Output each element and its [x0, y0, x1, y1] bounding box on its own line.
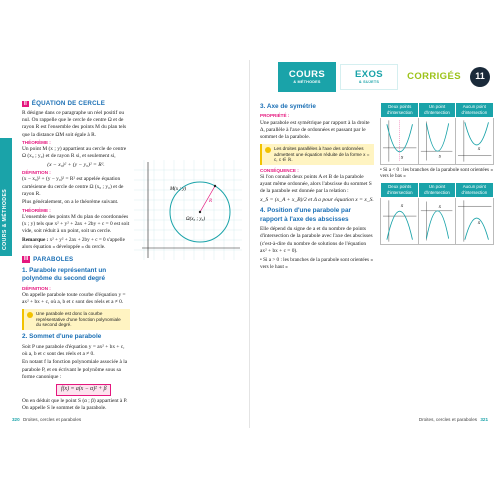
subsection-title: 3. Axe de symétrie: [260, 103, 316, 110]
right-column-2: [380, 100, 494, 247]
chapter-number-badge: 11: [470, 67, 490, 87]
parabola-definition: On appelle parabole toute courbe d'équation y = ax² + bx + c, où a, b et c sont des réels et a ≠ 0.: [22, 291, 126, 305]
graph-cell: [419, 117, 455, 164]
vertex-p3: On en déduit que le point S (α ; β) appartient à P. On appelle S le sommet de la parabole.: [22, 397, 128, 412]
remark: [22, 237, 130, 251]
definition-tag: DÉFINITION :: [22, 285, 51, 291]
footer-title: Droites, cercles et paraboles: [22, 416, 82, 422]
subsection-title: 1. Parabole représentant un polynôme du second degré: [22, 266, 107, 283]
side-tab-label: COURS & MÉTHODES: [2, 188, 8, 250]
table-header: Un point d'intersection: [419, 183, 455, 198]
left-page: [0, 60, 250, 428]
graph-cell: [419, 197, 455, 244]
property-text: Une parabole est symétrique par rapport à la droite Δ, parallèle à l'axe de ordonnées et passant par le sommet de la parabole.: [260, 119, 370, 140]
tab-exos[interactable]: [340, 64, 398, 90]
consequence-text: Si l'on connaît deux points A et B de la parabole ayant même ordonnée, alors l'abscisse du sommet S de la parabole est donnée par la relation :: [260, 174, 372, 195]
note-box: [22, 309, 130, 330]
parabola-down-one-root: [419, 198, 454, 244]
center-label: Ω(x₀ ; y₀): [186, 217, 206, 222]
theorem-tag: THÉORÈME :: [22, 140, 51, 146]
circle-figure: [134, 160, 242, 263]
lightbulb-icon: [265, 147, 271, 153]
table-header: Aucun point d'intersection: [455, 103, 493, 118]
vertex-label: S: [438, 204, 442, 209]
table-header: Deux points d'intersection: [381, 183, 419, 198]
radius-label: R: [209, 199, 213, 204]
right-column-1: [260, 100, 374, 271]
section-number: II: [24, 100, 27, 107]
theorem-text: Un point M (x ; y) appartient au cercle de centre Ω (x₀ ; y₀) et de rayon R si, et seulement si,: [22, 146, 127, 160]
circle-intro: R désigne dans ce paragraphe un réel positif ou nul. On rappelle que le cercle de centre Ω et de rayon R est l'ensemble des points M du plan tels que la distance ΩM soit égale à R.: [22, 110, 127, 138]
right-footer: [419, 417, 490, 423]
page-number: 321: [480, 416, 488, 422]
remark-text: x² + y² + 2ax + 2by + c = 0 s'appelle alors équation « développée » du cercle.: [22, 236, 125, 250]
parabola-down-no-root: [456, 198, 493, 244]
vertex-label: S: [400, 203, 404, 209]
theorem2-text: L'ensemble des points M du plan de coordonnées (x ; y) tels que x² + y² + 2ax + 2by + c = 0 est soit vide, soit réduit à un point, soit un cercle.: [22, 214, 130, 235]
parabola-up-two-roots: [381, 118, 418, 164]
table-a-negative: [380, 182, 494, 245]
left-footer: [10, 417, 81, 423]
table-header: Un point d'intersection: [419, 103, 455, 118]
tab-label: COURS: [288, 68, 326, 80]
theorem-equation: (x − x₀)² + (y − y₀)² = R².: [47, 162, 105, 168]
property-tag: PROPRIÉTÉ :: [260, 113, 290, 119]
parabola-up-no-root: [456, 118, 493, 164]
note-text: Une parabole est donc la courbe représentative d'une fonction polynomiale du second degré.: [36, 311, 121, 328]
parabola-down-two-roots: [381, 198, 418, 244]
parabola-up-one-root: [419, 118, 454, 164]
vertex-p2: En notant f la fonction polynomiale associée à la parabole P, et en écrivant le polynôme sous sa forme canonique :: [22, 359, 128, 380]
tab-label: CORRIGÉS: [407, 70, 461, 82]
tab-label: EXOS: [355, 68, 383, 80]
table-header: Deux points d'intersection: [381, 103, 419, 118]
section-title: PARABOLES: [33, 255, 74, 263]
tab-sublabel: & MÉTHODES: [293, 80, 321, 85]
graph-cell: [455, 197, 493, 244]
consequence-equation: x_S = (x_A + x_B)/2 et Δ a pour équation x = x_S.: [260, 197, 374, 204]
table-header: Aucun point d'intersection: [455, 183, 493, 198]
vertex-p1: Soit P une parabole d'équation y = ax² + bx + c, où a, b et c sont des réels et a ≠ 0.: [22, 343, 125, 357]
subsection-title: 2. Sommet d'une parabole: [22, 333, 102, 341]
graph-cell: [455, 117, 493, 164]
case-a-positive: • Si a > 0 : les branches de la parabole sont orientées « vers le haut »: [260, 256, 373, 270]
canonical-form: f(x) = a(x − α)² + β: [56, 384, 111, 396]
tab-corriges[interactable]: [402, 64, 466, 90]
definition-tag: DÉFINITION :: [22, 170, 51, 176]
graph-cell: [381, 117, 419, 164]
definition-text: (x − x₀)² + (y − y₀)² = R² est appelée équation cartésienne du cercle de centre Ω (x₀ ; y₀) et de rayon R.: [22, 176, 124, 197]
general-text: Plus généralement, on a le théorème suivant.: [22, 199, 119, 206]
position-text: Elle dépend du signe de a et du nombre de points d'intersection de la parabole avec l'axe des abscisses (c'est-à-dire du nombre de solutions de l'équation ax² + bx + c = 0).: [260, 226, 373, 254]
remark-tag: Remarque :: [22, 236, 49, 243]
vertex-label: S: [438, 154, 442, 159]
vertex-label: S: [400, 154, 404, 160]
subsection-title: 4. Position d'une parabole par rapport à l'axe des abscisses: [260, 207, 352, 223]
note-box: [260, 144, 374, 165]
side-tab: [0, 138, 12, 256]
section-title: ÉQUATION DE CERCLE: [31, 100, 106, 107]
tab-sublabel: & SUJETS: [358, 80, 380, 85]
circle-graph: [134, 160, 242, 260]
right-page: [250, 60, 500, 428]
footer-title: Droites, cercles et paraboles: [418, 416, 478, 422]
theorem2-tag: THÉORÈME :: [22, 207, 51, 213]
chapter-tabs: [278, 64, 466, 92]
page-number: 320: [12, 416, 20, 422]
section-number: III: [24, 256, 29, 263]
section-heading-circle: [22, 100, 130, 108]
vertex-label: S: [477, 145, 480, 151]
section-heading-paraboles: [22, 256, 130, 264]
graph-cell: [381, 197, 419, 244]
case-a-negative: • Si a < 0 : les branches de la parabole sont orientées « vers le bas »: [380, 166, 493, 180]
tab-cours[interactable]: [278, 62, 336, 92]
point-m-label: M(x ; y): [170, 187, 187, 192]
note-text: Les droites parallèles à l'axe des ordonnées admettent une équation réduite de la forme x = c, c ∈ ℝ.: [274, 145, 370, 163]
consequence-tag: CONSÉQUENCE :: [260, 168, 299, 174]
table-a-positive: [380, 102, 494, 165]
vertex-label: S: [477, 219, 480, 225]
left-column-1: [22, 100, 130, 414]
lightbulb-icon: [27, 312, 33, 318]
